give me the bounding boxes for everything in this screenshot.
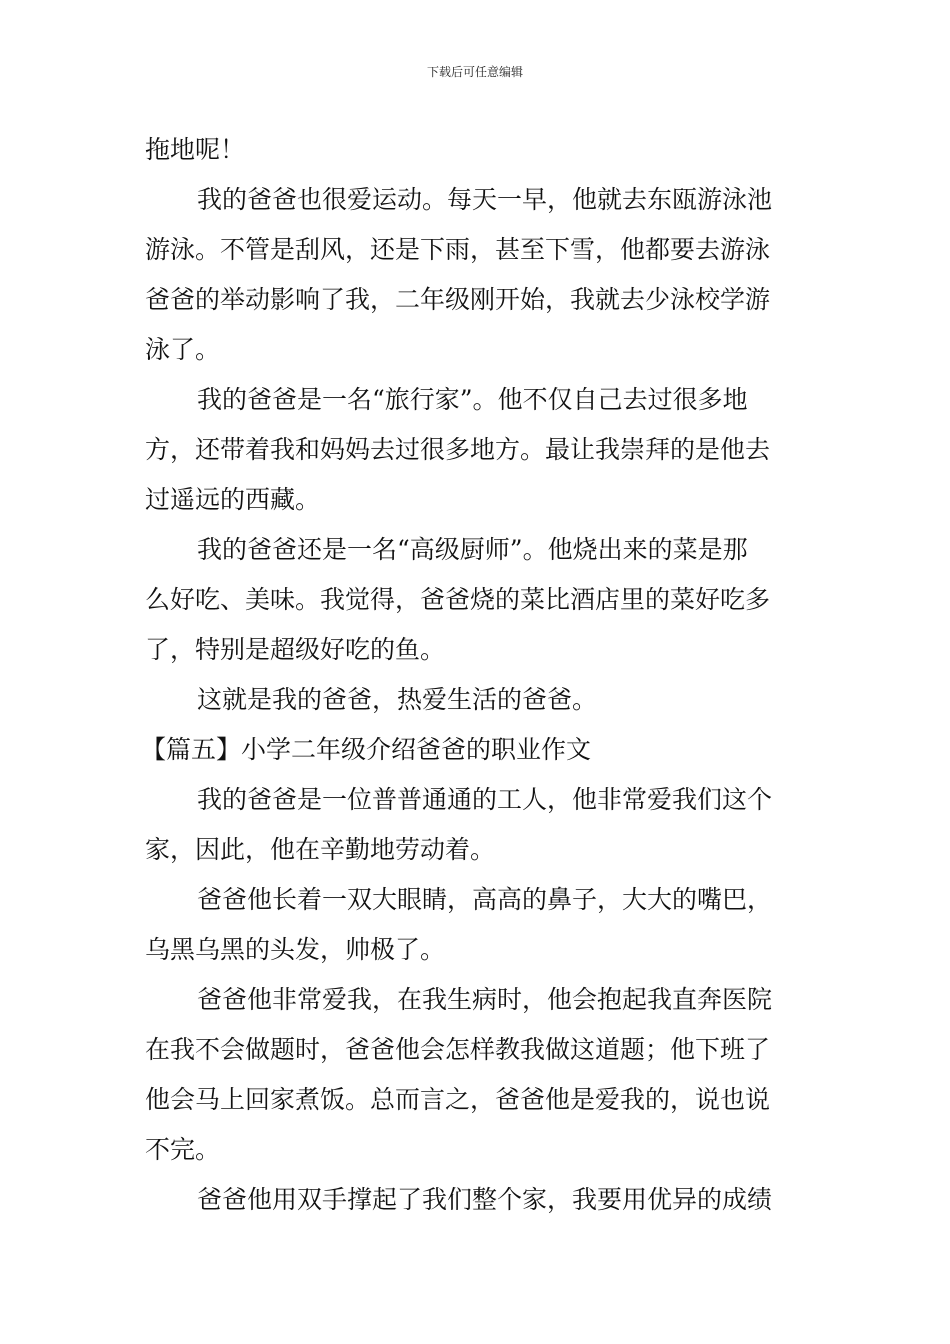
text-line: 爸爸的举动影响了我，二年级刚开始，我就去少泳校学游: [145, 285, 771, 314]
text-line: 家，因此，他在辛勤地劳动着。: [145, 835, 496, 864]
text-line: 爸爸他用双手撑起了我们整个家，我要用优异的成绩: [197, 1185, 773, 1214]
text-line: 过遥远的西藏。: [145, 485, 321, 514]
text-line: 拖地呢！: [145, 135, 246, 164]
text-line: 在我不会做题时，爸爸他会怎样教我做这道题；他下班了: [145, 1035, 771, 1064]
section-heading: 【篇五】小学二年级介绍爸爸的职业作文: [141, 735, 592, 764]
text-line: 我的爸爸也很爱运动。每天一早，他就去东瓯游泳池: [197, 185, 773, 214]
page-header: [0, 64, 950, 80]
text-line: 爸爸他非常爱我，在我生病时，他会抱起我直奔医院: [197, 985, 773, 1014]
text-line: 爸爸他长着一双大眼睛，高高的鼻子，大大的嘴巴，: [197, 885, 773, 914]
text-line: 了，特别是超级好吃的鱼。: [145, 635, 446, 664]
text-line: 我的爸爸还是一名“高级厨师”。他烧出来的菜是那: [197, 535, 748, 564]
text-line: 泳了。: [145, 335, 221, 364]
text-line: 这就是我的爸爸，热爱生活的爸爸。: [197, 685, 598, 714]
text-line: 不完。: [145, 1135, 221, 1164]
text-line: 我的爸爸是一名“旅行家”。他不仅自己去过很多地: [197, 385, 748, 414]
text-line: 么好吃、美味。我觉得，爸爸烧的菜比酒店里的菜好吃多: [145, 585, 771, 614]
document-body: [141, 125, 809, 1225]
text-line: 我的爸爸是一位普普通通的工人，他非常爱我们这个: [197, 785, 773, 814]
text-line: 方，还带着我和妈妈去过很多地方。最让我崇拜的是他去: [145, 435, 771, 464]
header-note: 下载后可任意编辑: [426, 65, 523, 79]
text-line: 他会马上回家煮饭。总而言之，爸爸他是爱我的，说也说: [145, 1085, 771, 1114]
text-line: 乌黑乌黑的头发，帅极了。: [145, 935, 446, 964]
text-line: 游泳。不管是刮风，还是下雨，甚至下雪，他都要去游泳: [145, 235, 771, 264]
